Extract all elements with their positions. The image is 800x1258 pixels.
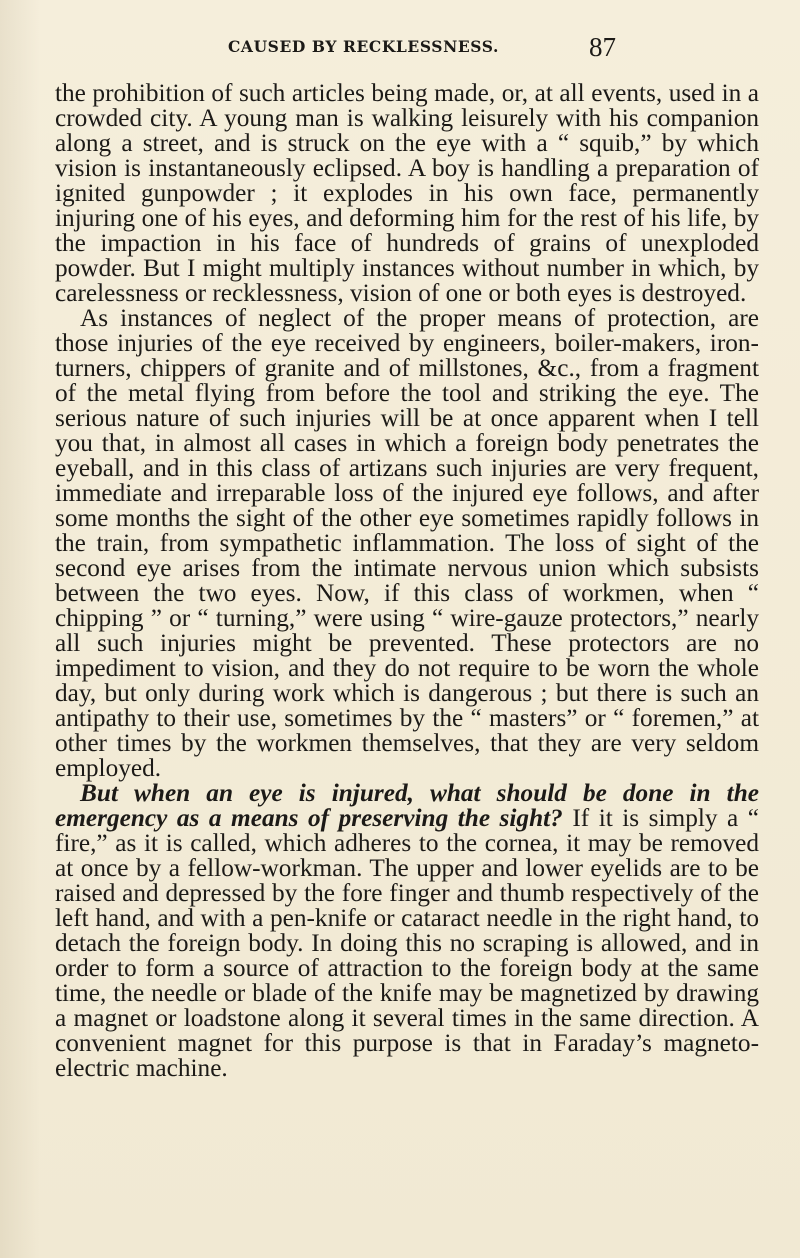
running-header	[228, 32, 788, 62]
running-title: CAUSED BY RECKLESSNESS.	[228, 37, 499, 56]
paragraph-3	[55, 781, 759, 1081]
page-number: 87	[589, 32, 616, 62]
paragraph-2: As instances of neglect of the proper means of protection, are those injuries of the eye received by engineers, boiler-makers, iron-turners, chippers of granite and of millstones, &c., from a fragment of the metal flying from before the tool and striking the eye. The serious nature of such injuries will be at once apparent when I tell you that, in almost all cases in which a foreign body penetrates the eyeball, and in this class of artizans such injuries are very frequent, immediate and irreparable loss of the injured eye follows, and after some months the sight of the other eye sometimes rapidly follows in the train, from sympathetic inflammation. The loss of sight of the second eye arises from the intimate nervous union which subsists between the two eyes. Now, if this class of workmen, when “ chipping ” or “ turning,” were using “ wire-gauze protectors,” nearly all such injuries might be prevented. These protectors are no impediment to vision, and they do not require to be worn the whole day, but only during work which is dangerous ; but there is such an antipathy to their use, sometimes by the “ masters” or “ foremen,” at other times by the workmen themselves, that they are very seldom employed.	[55, 304, 759, 782]
body-text	[55, 81, 759, 1081]
paragraph-3-text: If it is simply a “ fire,” as it is called, which adheres to the cornea, it may be removed at once by a fellow-workman. The upper and lower eyelids are to be raised and depressed by the fore finger and thumb respectively of the left hand, and with a pen-knife or cataract needle in the right hand, to detach the foreign body. In doing this no scraping is allowed, and in order to form a source of attraction to the foreign body at the same time, the needle or blade of the knife may be magnetized by drawing a magnet or loadstone along it several times in the same direction. A convenient magnet for this purpose is that in Faraday’s magneto-electric machine.	[55, 804, 759, 1082]
paragraph-1: the prohibition of such articles being made, or, at all events, used in a crowded city. A young man is walking leisurely with his companion along a street, and is struck on the eye with a “ squib,” by which vision is instantaneously eclipsed. A boy is handling a preparation of ignited gunpowder ; it explodes in his own face, permanently injuring one of his eyes, and deforming him for the rest of his life, by the impaction in his face of hundreds of grains of unexploded powder. But I might multiply instances without number in which, by carelessness or recklessness, vision of one or both eyes is destroyed.	[55, 79, 759, 307]
paragraph-3-italic-lead: But when an eye is injured, what should be done in the emergency as a means of preserving the sight?	[55, 779, 759, 832]
